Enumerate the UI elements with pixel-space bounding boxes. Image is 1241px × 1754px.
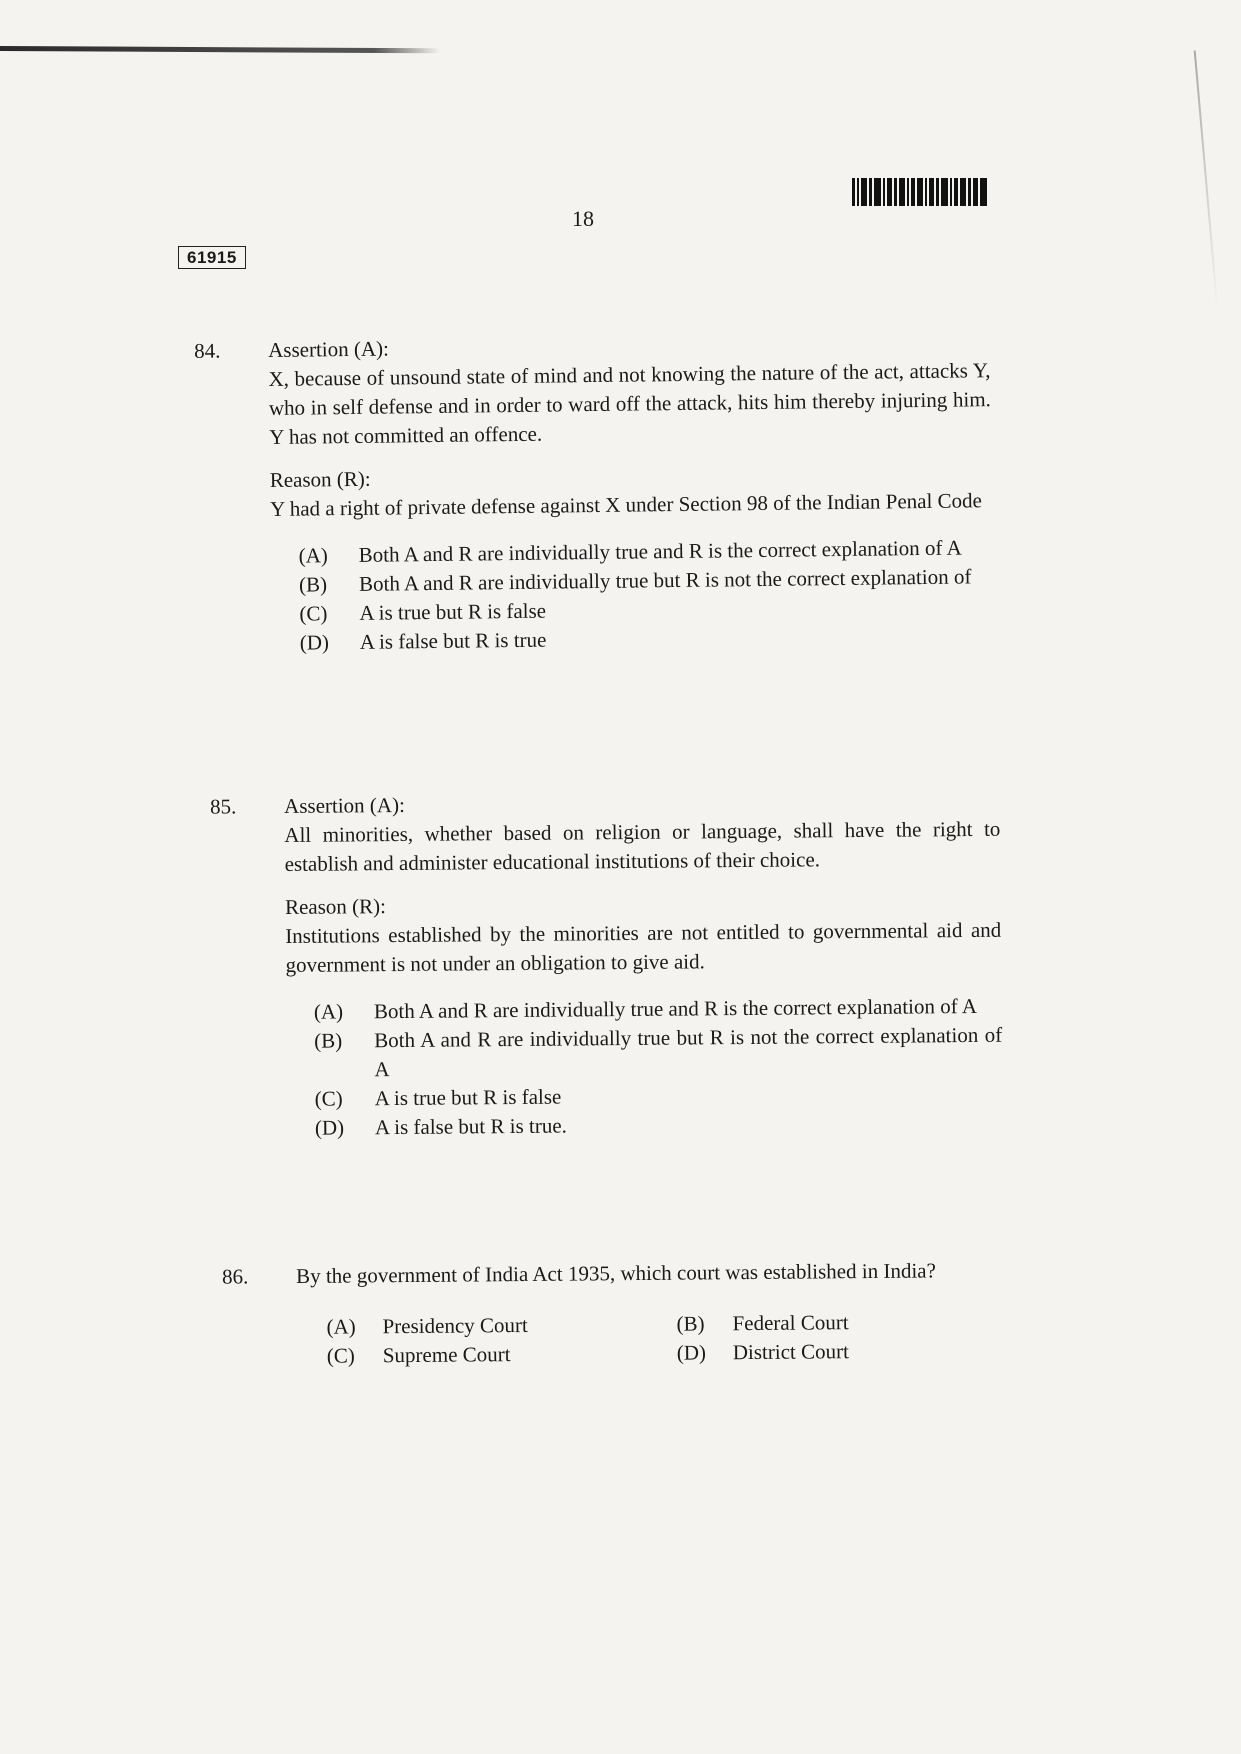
option-text: Federal Court bbox=[732, 1310, 849, 1336]
option-key: (D) bbox=[314, 1115, 345, 1140]
answer-options bbox=[286, 992, 1003, 1143]
option-key: (C) bbox=[299, 601, 328, 626]
reason-text: Y had a right of private defense against X under Section 98 of the Indian Penal Code bbox=[269, 488, 983, 521]
option-key: (D) bbox=[676, 1340, 707, 1365]
question-86 bbox=[222, 1256, 1017, 1371]
question-text: By the government of India Act 1935, which court was established in India? bbox=[296, 1258, 936, 1288]
reason-text: Institutions established by the minorities are not entitled to governmental aid and government is not under an obligation to give aid. bbox=[285, 917, 1002, 977]
question-number: 86. bbox=[222, 1264, 249, 1289]
option-text: Both A and R are individually true but R is not the correct explanation of A bbox=[374, 1022, 1003, 1082]
reason-block bbox=[270, 457, 993, 524]
option-b bbox=[676, 1307, 976, 1339]
option-text: Presidency Court bbox=[382, 1312, 528, 1339]
option-text: Both A and R are individually true and R is the correct explanation of A bbox=[373, 993, 978, 1024]
option-text: A is true but R is false bbox=[374, 1084, 562, 1111]
scan-page-edge bbox=[1194, 50, 1219, 309]
assertion-label: Assertion (A): bbox=[284, 792, 405, 818]
option-text: Supreme Court bbox=[382, 1342, 511, 1368]
reason-block bbox=[285, 887, 1002, 980]
option-text: A is true but R is false bbox=[359, 598, 547, 625]
option-key: (B) bbox=[298, 572, 328, 597]
option-text: A is false but R is true. bbox=[374, 1113, 567, 1140]
reason-label: Reason (R): bbox=[269, 466, 371, 492]
question-number: 85. bbox=[210, 794, 237, 819]
option-key: (A) bbox=[326, 1314, 356, 1339]
scan-top-rule bbox=[0, 46, 440, 53]
option-text: Both A and R are individually true but R is not the correct explanation of bbox=[358, 564, 972, 596]
page-number: 18 bbox=[572, 206, 594, 231]
option-key: (B) bbox=[314, 1028, 343, 1053]
assertion-text: All minorities, whether based on religion or language, shall have the right to establish and administer educational institutions of their choice. bbox=[284, 816, 1001, 876]
option-key: (C) bbox=[326, 1343, 355, 1368]
question-number: 84. bbox=[194, 338, 221, 363]
option-text: District Court bbox=[732, 1339, 849, 1365]
option-d bbox=[315, 1108, 1003, 1143]
paper-code-box: 61915 bbox=[178, 246, 246, 269]
option-key: (D) bbox=[299, 630, 330, 655]
option-key: (C) bbox=[314, 1086, 343, 1111]
option-text: A is false but R is true bbox=[359, 627, 547, 654]
answer-options bbox=[296, 1307, 1016, 1371]
option-d bbox=[677, 1336, 977, 1368]
option-key: (B) bbox=[676, 1311, 705, 1336]
option-a bbox=[326, 1310, 676, 1342]
question-84 bbox=[194, 327, 994, 658]
option-b bbox=[314, 1021, 1002, 1085]
reason-label: Reason (R): bbox=[284, 894, 387, 919]
option-key: (A) bbox=[313, 999, 344, 1024]
assertion-text: X, because of unsound state of mind and not knowing the nature of the act, attacks Y, who in self defense and in order to ward off the attack, hits him thereby injuring him. Y has not committed an offence. bbox=[268, 358, 991, 449]
barcode bbox=[852, 178, 1010, 206]
answer-options bbox=[271, 533, 994, 658]
option-key: (A) bbox=[298, 543, 328, 568]
option-text: Both A and R are individually true and R is the correct explanation of A bbox=[358, 535, 962, 567]
assertion-label: Assertion (A): bbox=[268, 336, 390, 362]
option-c bbox=[327, 1339, 677, 1371]
question-85 bbox=[210, 786, 1003, 1143]
